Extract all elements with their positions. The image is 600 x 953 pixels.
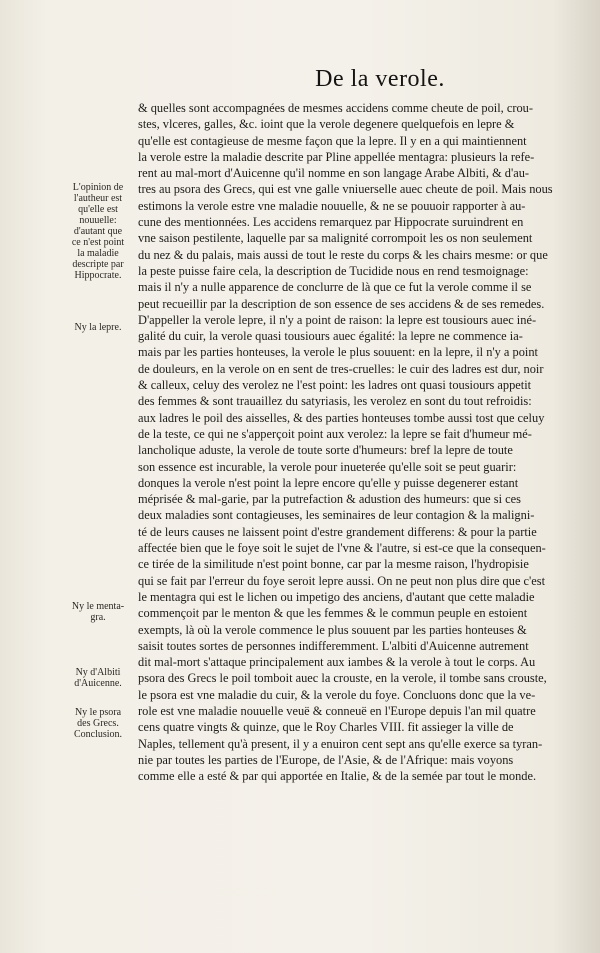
text-line: le mentagra qui est le lichen ou impetigo des anciens, d'autant que cette maladie — [138, 589, 535, 604]
margin-note-line: nouuelle: — [79, 215, 117, 226]
text-line: nie par toutes les parties de l'Europe, de l'Asie, & de l'Afrique: mais voyons — [138, 752, 514, 767]
text-line: & quelles sont accompagnées de mesmes accidens comme cheute de poil, crou- — [138, 101, 533, 115]
margin-note-line: la maladie — [77, 248, 119, 259]
margin-note-line: Ny d'Albiti — [75, 667, 121, 678]
margin-note-line: Conclusion. — [73, 729, 123, 740]
text-line: dit mal-mort s'attaque principalement aux iambes & la verole à tout le corps. Au — [138, 655, 536, 670]
text-line: du nez & du palais, mais aussi de tout le reste du corps & les chairs mesme: or que — [138, 247, 548, 262]
text-line: cune des mentionnées. Les accidens remarquez par Hippocrate suruindrent en — [138, 215, 524, 230]
text-line: lancholique aduste, la verole de toute sorte d'humeurs: bref la lepre de toute — [138, 443, 513, 458]
margin-note-opinion — [62, 182, 134, 281]
margin-note-line: Ny le psora — [74, 707, 122, 718]
text-line: comme elle a esté & par qui apportée en Italie, & de la semée par tout le monde. — [138, 769, 537, 784]
text-line: donques la verole n'est point la lepre encore qu'elle y puisse degenerer estant — [138, 475, 519, 490]
margin-note-albiti — [62, 667, 134, 689]
text-line: stes, vlceres, galles, &c. ioint que la verole degenere quelquefois en lepre & — [138, 117, 515, 132]
text-line: mais il n'y a nulle apparence de conclurre de là que ce fut la verole comme il se — [138, 280, 532, 295]
text-line: affectée bien que le foye soit le sujet de l'vne & l'autre, si est-ce que la consequen- — [138, 541, 546, 556]
margin-note-lepre — [62, 322, 134, 333]
text-line: vne saison pestilente, laquelle par sa malignité corrompoit les os non seulement — [138, 231, 533, 246]
text-line: role est vne maladie nouuelle veuë & conneuë en l'Europe depuis l'an mil quatre — [138, 703, 536, 718]
margin-note-mentagra — [62, 601, 134, 623]
text-line: té de leurs causes ne laissent point d'estre grandement differens: & pour la partie — [138, 524, 537, 539]
margin-note-line: L'opinion de — [72, 182, 124, 193]
text-line: ce tirée de la similitude n'est point bonne, car par la mesme raison, l'hydropisie — [138, 557, 529, 572]
margin-note-line: des Grecs. — [77, 718, 119, 729]
text-line: estimons la verole estre vne maladie nouuelle, & ne se pouuoir rapporter à au- — [138, 198, 526, 213]
text-line: de la teste, ce qui ne s'apperçoit point aux verolez: la lepre se fait d'humeur mé- — [138, 426, 532, 441]
margin-note-line: Ny le menta- — [71, 601, 125, 612]
body-text — [138, 100, 586, 784]
text-line: méprisée & mal-garie, par la putrefaction & adustion des humeurs: que si ces — [138, 492, 521, 507]
text-line: & calleux, celuy des verolez ne l'est point: les ladres ont quasi tousiours appetit — [138, 378, 532, 393]
text-line: le psora est vne maladie du cuir, & la verole du foye. Concluons donc que la ve- — [138, 687, 536, 702]
text-line: peut recueillir par la description de son essence de ses accidens & de ses remedes. — [138, 296, 545, 311]
margin-note-line: descripte par — [72, 259, 124, 270]
text-line: galité du cuir, la verole quasi tousiours auec égalité: la lepre ne commence ia- — [138, 329, 523, 344]
text-line: son essence est incurable, la verole pour inueterée qu'elle soit se peut guarir: — [138, 459, 517, 474]
margin-note-line: gra. — [90, 612, 106, 623]
running-title: De la verole. — [315, 66, 445, 92]
margin-note-psora-conclusion — [62, 707, 134, 740]
margin-note-line: Hippocrate. — [74, 270, 122, 281]
text-line: tres au psora des Grecs, qui est vne galle vniuerselle auec cheute de poil. Mais nous — [138, 182, 553, 197]
text-line: cens quatre vingts & quinze, que le Roy Charles VIII. fit assieger la ville de — [138, 720, 514, 735]
margin-note-line: l'autheur est — [73, 193, 123, 204]
text-line: saisit toutes sortes de personnes indifferemment. L'albiti d'Auicenne autrement — [138, 638, 529, 653]
text-line: Naples, tellement qu'à present, il y a enuiron cent sept ans qu'elle exerce sa tyran- — [138, 736, 543, 751]
text-line: psora des Grecs le poil tomboit auec la crouste, en la verole, il tombe sans crouste, — [138, 671, 547, 686]
margin-note-line: d'autant que — [73, 226, 123, 237]
text-line: aux ladres le poil des aisselles, & des parties honteuses tombe aussi tost que celuy — [138, 410, 545, 425]
text-line: rent au mal-mort d'Auicenne qu'il nomme en son langage Arabe Albiti, & d'au- — [138, 166, 530, 181]
margin-note-line: qu'elle est — [78, 204, 118, 215]
margin-note-line: Ny la lepre. — [74, 322, 122, 333]
text-line: exempts, là où la verole commence le plus souuent par les parties honteuses & — [138, 622, 527, 637]
text-line: mais par les parties honteuses, la verole le plus souuent: en la lepre, il n'y a point — [138, 345, 539, 360]
text-line: commençoit par le menton & que les femmes & le commun peuple en estoient — [138, 606, 528, 621]
text-line: qu'elle est contagieuse de mesme façon que la lepre. Il y en a qui maintiennent — [138, 133, 527, 148]
text-line: la peste puisse faire cela, la description de Tucidide nous en rend tesmoignage: — [138, 263, 529, 278]
text-line: la verole estre la maladie descrite par Pline appellée mentagra: plusieurs la refe- — [138, 149, 535, 164]
text-line: de douleurs, en la verole on en sent de tres-cruelles: le cuir des ladres est dur, noir — [138, 361, 544, 376]
text-line: deux maladies sont contagieuses, les seminaires de leur contagion & la maligni- — [138, 508, 535, 523]
margin-note-line: d'Auicenne. — [74, 678, 122, 689]
text-line: des femmes & sont trauaillez du satyriasis, les verolez en sont du tout refroidis: — [138, 394, 532, 409]
text-line: qui se fait par l'erreur du foye seroit lepre aussi. On ne peut non plus dire que c'est — [138, 573, 546, 588]
margin-note-line: ce n'est point — [71, 237, 125, 248]
text-line: D'appeller la verole lepre, il n'y a point de raison: la lepre est tousiours auec iné- — [138, 312, 537, 327]
